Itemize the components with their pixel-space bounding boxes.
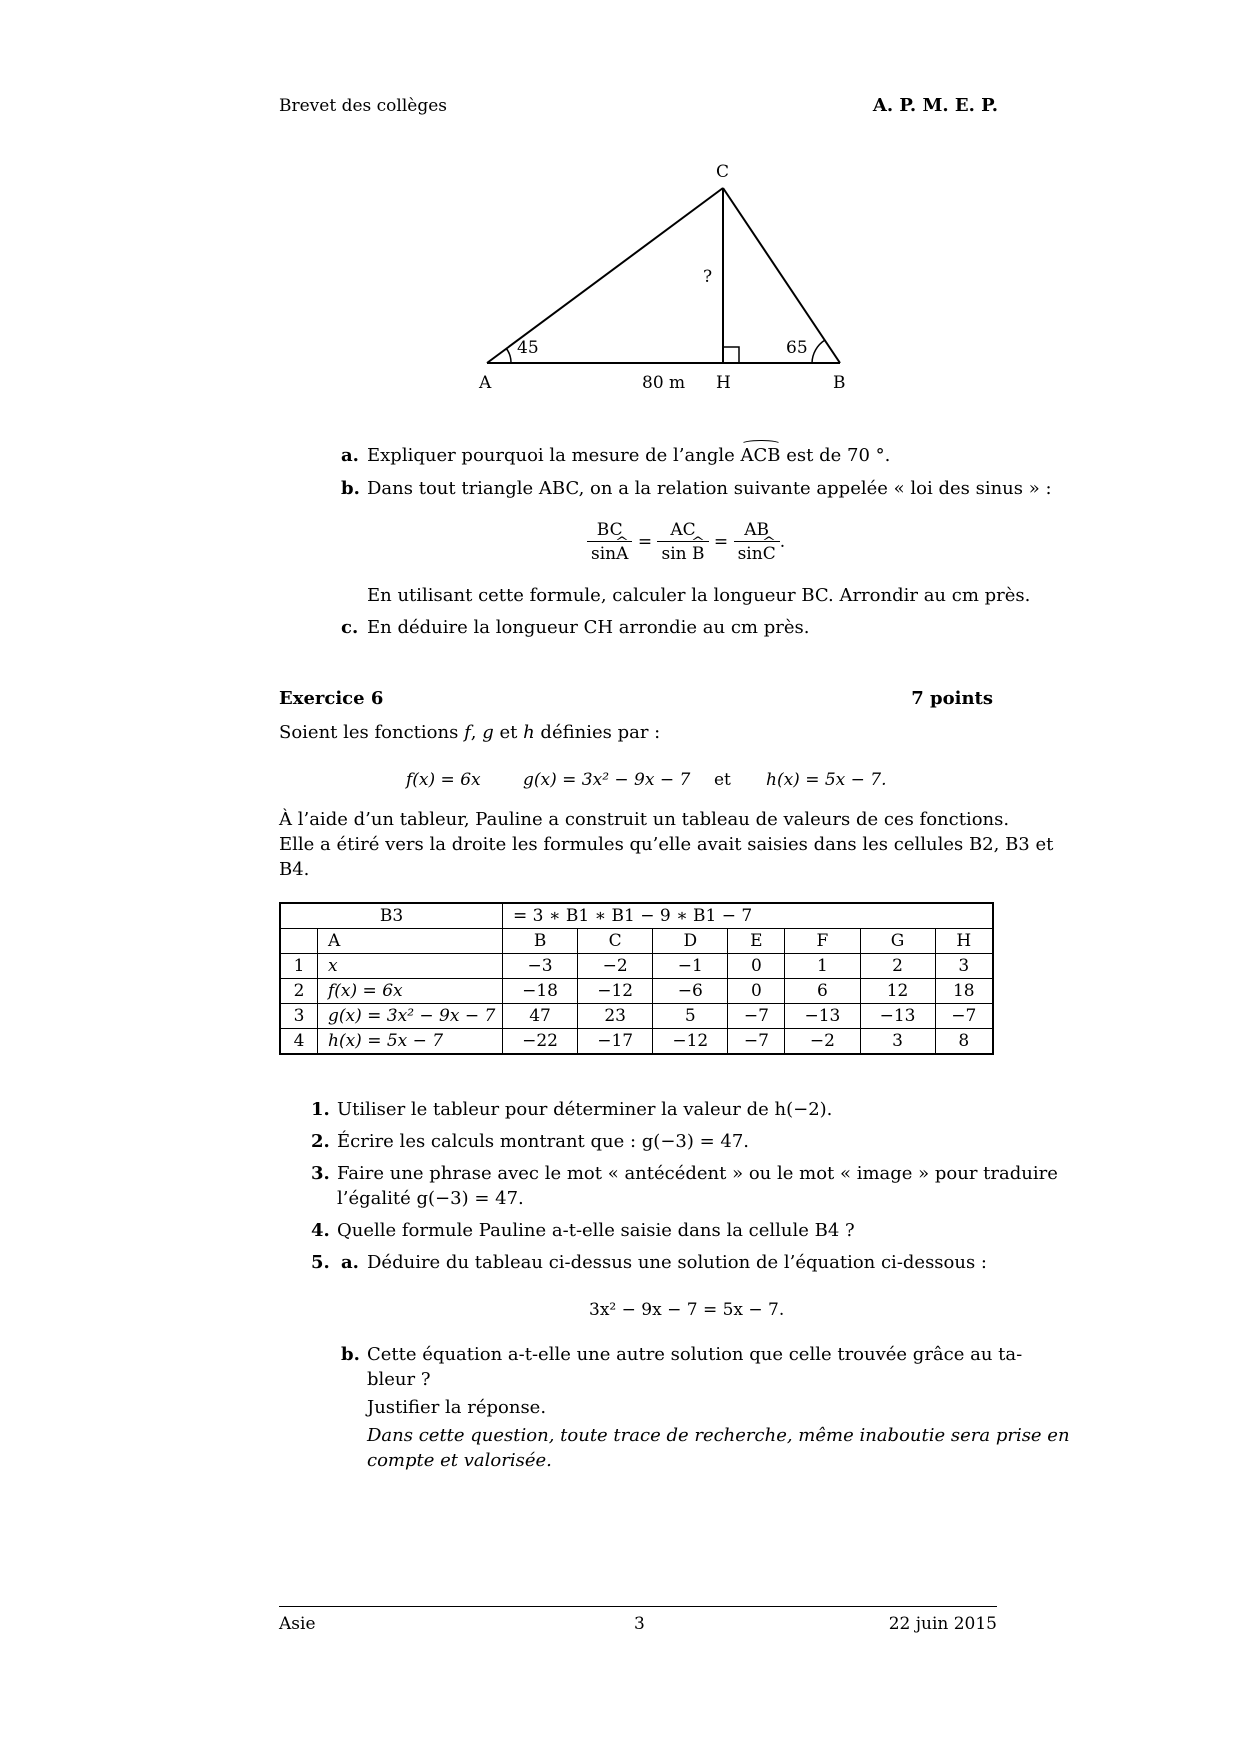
definition-h: h(x) = 5x − 7. xyxy=(766,770,887,790)
question-5b-justify: Justifier la réponse. xyxy=(367,1397,547,1418)
fraction-ac xyxy=(657,519,708,566)
question-5b-note-line-1: Dans cette question, toute trace de recherche, même inaboutie sera prise en xyxy=(367,1425,1070,1446)
table-cell: −6 xyxy=(653,979,728,1004)
column-header-g: G xyxy=(860,929,935,954)
page-number: 3 xyxy=(634,1614,645,1634)
table-cell: 23 xyxy=(578,1004,653,1029)
column-header-f: F xyxy=(785,929,860,954)
question-3-label: 3. xyxy=(311,1163,330,1184)
table-cell: 3 xyxy=(935,954,993,979)
row-number: 3 xyxy=(280,1004,318,1029)
question-5a-text: Déduire du tableau ci-dessus une solution de l’équation ci-dessous : xyxy=(367,1252,987,1273)
paragraph-line-2: Elle a étiré vers la droite les formules qu’elle avait saisies dans les cellules B2, B3 et xyxy=(279,834,1054,855)
vertex-b-label: B xyxy=(833,373,846,393)
question-3-line-2: l’égalité g(−3) = 47. xyxy=(337,1188,524,1209)
table-cell: −13 xyxy=(785,1004,860,1029)
table-cell: −13 xyxy=(860,1004,935,1029)
table-cell: −22 xyxy=(503,1029,578,1055)
question-3-line-1: Faire une phrase avec le mot « antécédent » ou le mot « image » pour traduire xyxy=(337,1163,1058,1184)
column-header-b: B xyxy=(503,929,578,954)
fraction-ab-den: sin^ C xyxy=(734,542,780,566)
table-cell: 6 xyxy=(785,979,860,1004)
header-right: A. P. M. E. P. xyxy=(872,95,998,116)
symbol-g: g xyxy=(482,722,494,743)
table-cell: −2 xyxy=(785,1029,860,1055)
length-ah-label: 80 m xyxy=(642,373,686,393)
table-cell: 1 xyxy=(785,954,860,979)
equals-2: = xyxy=(713,532,729,552)
table-row xyxy=(280,1029,993,1055)
table-cell: 2 xyxy=(860,954,935,979)
item-a-text-after: est de 70 °. xyxy=(786,445,891,466)
angle-b-value: 65 xyxy=(786,338,808,358)
column-header-corner xyxy=(280,929,318,954)
fraction-ab xyxy=(734,519,780,566)
item-c-label: c. xyxy=(341,617,359,638)
fraction-bc-num: BC xyxy=(587,519,632,542)
row-label: f(x) = 6x xyxy=(318,979,503,1004)
footer-rule xyxy=(279,1606,997,1607)
item-c-text: En déduire la longueur CH arrondie au cm près. xyxy=(367,617,810,638)
table-cell: 47 xyxy=(503,1004,578,1029)
angle-a-value: 45 xyxy=(517,338,539,358)
question-5b-note-line-2: compte et valorisée. xyxy=(367,1450,552,1471)
spreadsheet-table xyxy=(279,902,994,1055)
table-cell: 0 xyxy=(728,979,785,1004)
row-number: 1 xyxy=(280,954,318,979)
table-cell: −2 xyxy=(578,954,653,979)
question-4-label: 4. xyxy=(311,1220,330,1241)
unknown-height-label: ? xyxy=(703,267,713,287)
item-b-followup: En utilisant cette formule, calculer la longueur BC. Arrondir au cm près. xyxy=(367,585,1031,606)
definition-g: g(x) = 3x² − 9x − 7 xyxy=(523,770,691,790)
column-header-h: H xyxy=(935,929,993,954)
fraction-ab-num: AB xyxy=(734,519,780,542)
column-header-c: C xyxy=(578,929,653,954)
table-row xyxy=(280,979,993,1004)
item-b-label: b. xyxy=(341,478,360,499)
law-of-sines xyxy=(587,519,785,566)
side-ac xyxy=(487,188,723,363)
row-label: h(x) = 5x − 7 xyxy=(318,1029,503,1055)
question-1-text: Utiliser le tableur pour déterminer la valeur de h(−2). xyxy=(337,1099,833,1120)
fraction-ac-den: sin ^ B xyxy=(657,542,708,566)
table-cell: 12 xyxy=(860,979,935,1004)
question-1-label: 1. xyxy=(311,1099,330,1120)
question-5b-line-1: Cette équation a-t-elle une autre solution que celle trouvée grâce au ta- xyxy=(367,1344,1023,1365)
row-label: g(x) = 3x² − 9x − 7 xyxy=(318,1004,503,1029)
table-cell: 0 xyxy=(728,954,785,979)
exercise-title: Exercice 6 xyxy=(279,688,384,709)
question-5a-label: a. xyxy=(341,1252,359,1273)
question-5-equation: 3x² − 9x − 7 = 5x − 7. xyxy=(589,1300,785,1320)
row-number: 2 xyxy=(280,979,318,1004)
question-4-text: Quelle formule Pauline a-t-elle saisie dans la cellule B4 ? xyxy=(337,1220,855,1241)
law-end: . xyxy=(779,532,786,552)
question-2-label: 2. xyxy=(311,1131,330,1152)
question-2-text: Écrire les calculs montrant que : g(−3) = 47. xyxy=(337,1131,750,1152)
header-left: Brevet des collèges xyxy=(279,96,448,116)
table-row xyxy=(280,954,993,979)
table-cell: −7 xyxy=(728,1004,785,1029)
vertex-c-label: C xyxy=(716,162,730,182)
right-angle-mark xyxy=(723,347,739,363)
triangle-figure xyxy=(0,0,1240,420)
table-cell: 3 xyxy=(860,1029,935,1055)
fraction-bc xyxy=(587,519,632,566)
equals-1: = xyxy=(637,532,653,552)
column-header-a: A xyxy=(318,929,503,954)
column-header-row xyxy=(280,929,993,954)
item-a-text-before: Expliquer pourquoi la mesure de l’angle xyxy=(367,445,735,466)
symbol-f: f xyxy=(464,722,471,743)
paragraph-line-1: À l’aide d’un tableur, Pauline a construit un tableau de valeurs de ces fonctions. xyxy=(279,809,1010,830)
exercise-intro: Soient les fonctions f, g et h définies par : xyxy=(279,722,661,743)
table-cell: −1 xyxy=(653,954,728,979)
angle-b-arc xyxy=(812,340,825,363)
column-header-e: E xyxy=(728,929,785,954)
table-cell: −17 xyxy=(578,1029,653,1055)
formula-content: = 3 ∗ B1 ∗ B1 − 9 ∗ B1 − 7 xyxy=(503,903,994,929)
table-cell: −3 xyxy=(503,954,578,979)
formula-bar-row xyxy=(280,903,993,929)
footer-left: Asie xyxy=(279,1614,316,1634)
item-a-label: a. xyxy=(341,445,359,466)
table-cell: −18 xyxy=(503,979,578,1004)
table-cell: 5 xyxy=(653,1004,728,1029)
item-a-text xyxy=(367,443,890,469)
definition-et: et xyxy=(714,770,731,790)
vertex-a-label: A xyxy=(479,373,492,393)
vertex-h-label: H xyxy=(716,373,731,393)
definition-f: f(x) = 6x xyxy=(406,770,481,790)
question-5-label: 5. xyxy=(311,1252,330,1273)
table-cell: −7 xyxy=(728,1029,785,1055)
item-b-text: Dans tout triangle ABC, on a la relation suivante appelée « loi des sinus » : xyxy=(367,478,1052,499)
angle-a-arc xyxy=(506,348,511,363)
table-cell: −7 xyxy=(935,1004,993,1029)
row-label: x xyxy=(318,954,503,979)
row-number: 4 xyxy=(280,1029,318,1055)
fraction-bc-den: sin^ A xyxy=(587,542,632,566)
paragraph-line-3: B4. xyxy=(279,859,310,880)
table-cell: −12 xyxy=(578,979,653,1004)
column-header-d: D xyxy=(653,929,728,954)
fraction-ac-num: AC xyxy=(657,519,708,542)
question-5b-line-2: bleur ? xyxy=(367,1369,431,1390)
exercise-points: 7 points xyxy=(911,688,993,709)
table-cell: 8 xyxy=(935,1029,993,1055)
question-5b-label: b. xyxy=(341,1344,360,1365)
table-cell: −12 xyxy=(653,1029,728,1055)
angle-acb: ACB xyxy=(741,443,781,469)
footer-date: 22 juin 2015 xyxy=(888,1614,997,1634)
side-bc xyxy=(723,188,840,363)
symbol-h: h xyxy=(523,722,535,743)
table-row xyxy=(280,1004,993,1029)
table-cell: 18 xyxy=(935,979,993,1004)
cell-reference: B3 xyxy=(280,903,503,929)
